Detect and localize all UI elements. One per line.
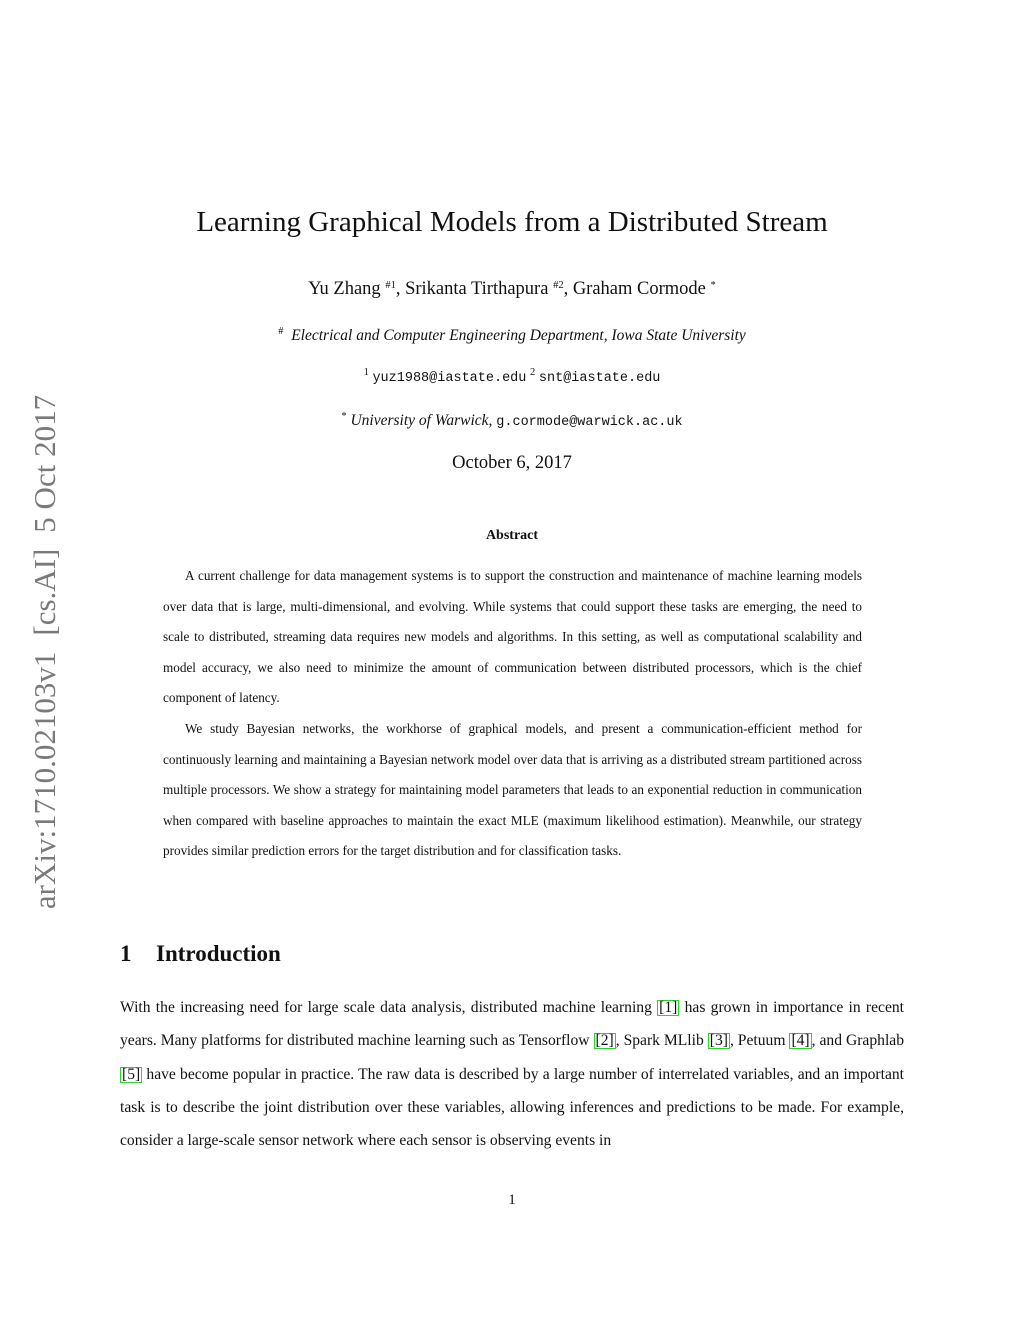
arxiv-category: [cs.AI] xyxy=(27,548,62,636)
intro-text: With the increasing need for large scale data analysis, distributed machine learning xyxy=(120,999,658,1016)
intro-paragraph xyxy=(120,991,904,1157)
intro-text: , Spark MLlib xyxy=(615,1032,708,1050)
email-address-link[interactable]: snt@iastate.edu xyxy=(538,371,661,386)
arxiv-id: arXiv:1710.02103v1 xyxy=(27,651,62,910)
affiliation-text: Electrical and Computer Engineering Department, Iowa State University xyxy=(291,327,746,344)
citation-link[interactable]: [3] xyxy=(709,1032,728,1050)
page-number: 1 xyxy=(508,1192,516,1208)
email-mark: 2 xyxy=(530,367,536,378)
intro-text: has grown in importance in recent years. Many platforms for distributed machine learning such as Tensorflow xyxy=(120,999,904,1050)
author-name: Srikanta Tirthapura xyxy=(405,279,549,299)
section-heading xyxy=(120,938,281,970)
section-title: Introduction xyxy=(156,941,281,966)
email-mark: 1 xyxy=(363,367,369,378)
affiliation-mark: * xyxy=(341,411,347,422)
email-line xyxy=(0,366,1024,390)
email-address-link[interactable]: g.cormode@warwick.ac.uk xyxy=(496,415,683,430)
affiliation-2 xyxy=(0,409,1024,435)
author-mark: #1 xyxy=(385,280,396,291)
author-mark: * xyxy=(710,280,716,291)
intro-text: have become popular in practice. The raw data is described by a large number of interrelated variables, and an important task is to describe the joint distribution over these variables, allowing inferences and predictions to be made. For example, consider a large-scale sensor network where each sensor is observing events in xyxy=(120,1065,904,1150)
author-name: Graham Cormode xyxy=(572,279,706,299)
author-mark: #2 xyxy=(553,280,564,291)
abstract-paragraph: A current challenge for data management systems is to support the construction and maintenance of machine learning models over data that is large, multi-dimensional, and evolving. While systems that could support these tasks are emerging, the need to scale to distributed, streaming data requires new models and algorithms. In this setting, as well as computational scalability and model accuracy, we also need to minimize the amount of communication between distributed processors, which is the chief component of latency. xyxy=(163,568,862,706)
citation-link[interactable]: [2] xyxy=(595,1032,614,1050)
abstract-paragraph: We study Bayesian networks, the workhorse of graphical models, and present a communication-efficient method for continuously learning and maintaining a Bayesian network model over data that is arriving as a distributed stream partitioned across multiple processors. We show a strategy for maintaining model parameters that leads to an exponential reduction in communication when compared with baseline approaches to maintain the exact MLE (maximum likelihood estimation). Meanwhile, our strategy provides similar prediction errors for the target distribution and for classification tasks. xyxy=(163,721,862,859)
citation-link[interactable]: [1] xyxy=(659,999,678,1016)
author-name: Yu Zhang xyxy=(308,279,381,299)
citation-link[interactable]: [5] xyxy=(122,1065,141,1083)
paper-date: October 6, 2017 xyxy=(452,453,572,473)
citation-link[interactable]: [4] xyxy=(791,1032,810,1050)
intro-text: , and Graphlab xyxy=(811,1032,904,1050)
affiliation-text: University of Warwick, xyxy=(350,412,493,429)
intro-text: , Petuum xyxy=(729,1032,790,1050)
affiliation-1 xyxy=(0,324,1024,350)
abstract-heading: Abstract xyxy=(485,528,539,543)
paper-title: Learning Graphical Models from a Distributed Stream xyxy=(196,206,828,238)
email-address-link[interactable]: yuz1988@iastate.edu xyxy=(372,371,527,386)
affiliation-mark: # xyxy=(278,326,284,337)
section-number: 1 xyxy=(120,941,132,966)
author-list: Yu Zhang $^{\#1}$, Srikanta Tirthapura $^{\#2}$, Graham Cormode * xyxy=(308,279,716,299)
arxiv-date: 5 Oct 2017 xyxy=(27,394,62,533)
